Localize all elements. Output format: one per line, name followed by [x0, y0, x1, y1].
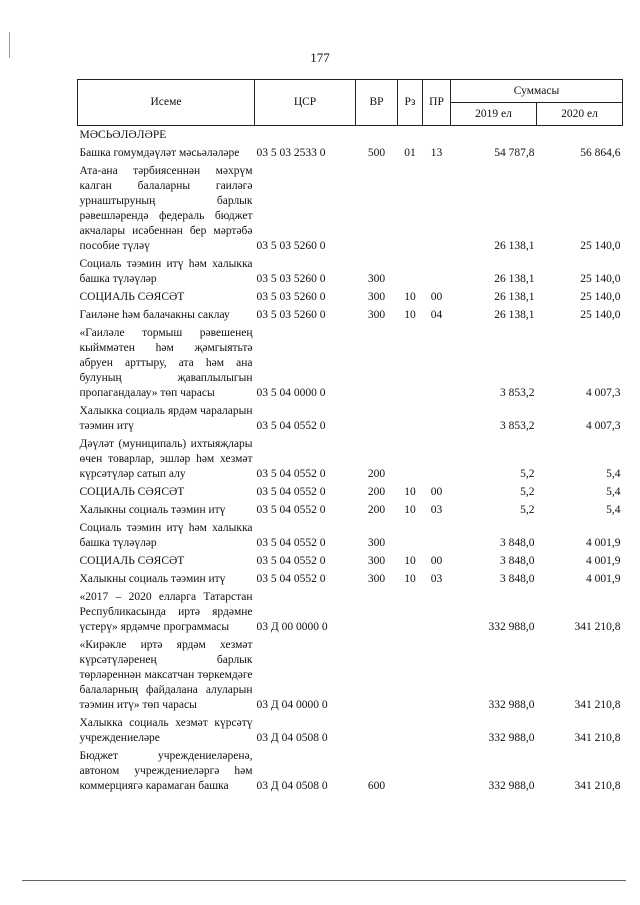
row-pr	[423, 402, 451, 435]
row-sum-2020: 5,4	[606, 504, 621, 516]
row-csr: 03 5 03 5260 0	[256, 291, 326, 303]
row-name: СОЦИАЛЬ СӘЯСӘТ	[79, 555, 185, 567]
row-sum-2019: 3 853,2	[500, 420, 535, 432]
row-sum-2019: 3 848,0	[500, 573, 535, 585]
row-vr: 200	[367, 504, 386, 516]
row-sum-2019: 332 988,0	[488, 621, 535, 633]
header-name: Исеме	[78, 80, 255, 126]
row-sum-2020: 5,4	[606, 468, 621, 480]
row-name: Халыкка социаль хезмәт күрсәтү учреждениеләре	[79, 717, 253, 744]
row-name: Халыкка социаль ярдәм чараларын тәэмин итү	[79, 405, 253, 432]
row-csr: 03 5 03 5260 0	[256, 273, 326, 285]
row-sum-2020: 56 864,6	[580, 147, 621, 159]
header-rz: Рз	[398, 80, 423, 126]
row-sum-2020: 25 140,0	[580, 240, 621, 252]
row-pr	[423, 714, 451, 747]
row-vr	[356, 162, 398, 255]
row-csr: 03 5 04 0552 0	[256, 468, 326, 480]
row-sum-2019: 54 787,8	[494, 147, 535, 159]
row-vr: 300	[367, 309, 386, 321]
row-pr	[423, 519, 451, 552]
table-row	[78, 588, 623, 636]
row-csr: 03 5 03 2533 0	[256, 147, 326, 159]
table-row	[78, 501, 623, 519]
row-vr: 500	[367, 147, 386, 159]
page-number: 177	[310, 50, 330, 65]
row-name: «2017 – 2020 елларга Татарстан Республикасында иртә ярдәмне үстерү» ярдәмче программасы	[79, 591, 253, 633]
row-pr	[423, 255, 451, 288]
row-csr: 03 5 04 0552 0	[256, 573, 326, 585]
row-csr: 03 5 04 0552 0	[256, 555, 326, 567]
row-csr: 03 5 04 0552 0	[256, 537, 326, 549]
row-pr: 00	[430, 555, 443, 567]
row-csr: 03 Д 04 0000 0	[256, 699, 328, 711]
row-sum-2019: 3 848,0	[500, 555, 535, 567]
row-csr: 03 5 04 0552 0	[256, 504, 326, 516]
row-vr	[356, 588, 398, 636]
row-pr	[423, 126, 451, 145]
row-name: Халыкны социаль тәэмин итү	[79, 573, 226, 585]
row-sum-2020: 4 007,3	[586, 387, 621, 399]
row-sum-2019: 5,2	[520, 486, 535, 498]
row-rz	[398, 162, 423, 255]
row-pr	[423, 747, 451, 795]
row-csr: 03 5 04 0552 0	[256, 486, 326, 498]
row-rz: 10	[404, 504, 416, 516]
row-sum-2019: 26 138,1	[494, 273, 535, 285]
row-pr: 13	[430, 147, 443, 159]
row-sum-2019: 5,2	[520, 468, 535, 480]
row-sum-2019: 332 988,0	[488, 699, 535, 711]
row-csr: 03 Д 04 0508 0	[256, 780, 328, 792]
row-vr: 300	[367, 537, 386, 549]
row-sum-2020: 4 001,9	[586, 537, 621, 549]
row-sum-2019: 26 138,1	[494, 291, 535, 303]
row-pr	[423, 324, 451, 402]
row-name: «Кирәкле иртә ярдәм хезмәт күрсәтүләренең барлык төрләреннән максатчан төркемдәге балаларның файдалана алуларын тәэмин итү» төп чарасы	[79, 639, 253, 711]
row-sum-2019: 3 853,2	[500, 387, 535, 399]
row-name: «Гаиләле тормыш рәвешенең кыйммәтен һәм җәмгыятьтә абруен арттыру, ата һәм ана булуның җаваплылыгын пропагандалау» төп чарасы	[79, 327, 253, 399]
table-row	[78, 636, 623, 714]
row-vr: 300	[367, 273, 386, 285]
table-row	[78, 162, 623, 255]
table-row	[78, 288, 623, 306]
budget-table	[77, 79, 623, 795]
row-rz	[398, 519, 423, 552]
row-csr: 03 5 04 0000 0	[256, 387, 326, 399]
row-sum-2019: 332 988,0	[488, 732, 535, 744]
table-row	[78, 255, 623, 288]
row-rz	[398, 714, 423, 747]
table-row	[78, 435, 623, 483]
row-name: СОЦИАЛЬ СӘЯСӘТ	[79, 291, 185, 303]
row-rz	[398, 255, 423, 288]
row-name: Гаиләне һәм балачакны саклау	[79, 309, 230, 321]
row-sum-2019: 26 138,1	[494, 240, 535, 252]
header-2020: 2020 ел	[537, 103, 623, 126]
row-name: СОЦИАЛЬ СӘЯСӘТ	[79, 486, 185, 498]
table-row	[78, 519, 623, 552]
row-csr: 03 5 03 5260 0	[256, 309, 326, 321]
row-sum-2020: 4 001,9	[586, 573, 621, 585]
row-pr: 00	[430, 486, 443, 498]
row-rz: 10	[404, 486, 416, 498]
table-row	[78, 144, 623, 162]
row-vr	[356, 636, 398, 714]
row-csr: 03 5 04 0552 0	[256, 420, 326, 432]
row-sum-2019: 3 848,0	[500, 537, 535, 549]
table-row	[78, 126, 623, 145]
table-row	[78, 483, 623, 501]
row-csr: 03 Д 04 0508 0	[256, 732, 328, 744]
table-row	[78, 402, 623, 435]
row-vr	[356, 324, 398, 402]
row-vr: 200	[367, 468, 386, 480]
row-vr: 300	[367, 291, 386, 303]
header-vr: ВР	[356, 80, 398, 126]
row-sum-2020: 4 001,9	[586, 555, 621, 567]
row-vr	[356, 402, 398, 435]
row-sum-2020: 25 140,0	[580, 291, 621, 303]
row-rz	[398, 747, 423, 795]
row-sum-2020: 5,4	[606, 486, 621, 498]
row-rz: 10	[404, 309, 416, 321]
row-rz	[398, 324, 423, 402]
row-rz	[398, 435, 423, 483]
row-pr	[423, 588, 451, 636]
row-vr: 300	[367, 573, 386, 585]
row-rz: 10	[404, 291, 416, 303]
header-2019: 2019 ел	[451, 103, 537, 126]
row-name: Социаль тәэмин итү һәм халыкка башка түләүләр	[79, 258, 253, 285]
row-vr: 200	[367, 486, 386, 498]
row-csr: 03 5 03 5260 0	[256, 240, 326, 252]
row-name: Бюджет учреждениеләренә, автоном учреждениеләргә һәм коммерциягә карамаган башка	[79, 750, 253, 792]
table-row	[78, 747, 623, 795]
row-vr: 300	[367, 555, 386, 567]
row-sum-2019: 332 988,0	[488, 780, 535, 792]
row-vr	[356, 714, 398, 747]
row-name: Ата-ана тәрбиясеннән мәхрүм калган балаларны гаиләгә урнаштыруның барлык рәвешләрендә федераль бюджет акчалары исәбеннән бер мәртәбә пособие түләү	[79, 165, 253, 252]
row-csr: 03 Д 00 0000 0	[256, 621, 328, 633]
row-pr	[423, 435, 451, 483]
row-sum-2020: 4 007,3	[586, 420, 621, 432]
row-sum-2019: 26 138,1	[494, 309, 535, 321]
row-sum-2020: 25 140,0	[580, 273, 621, 285]
row-pr	[423, 162, 451, 255]
table-row	[78, 570, 623, 588]
header-pr: ПР	[423, 80, 451, 126]
row-rz	[398, 126, 423, 145]
header-csr: ЦСР	[255, 80, 356, 126]
row-vr	[356, 126, 398, 145]
row-name: Дәүләт (муниципаль) ихтыяҗлары өчен товарлар, эшләр һәм хезмәт күрсәтүләр сатып алу	[79, 438, 253, 480]
row-sum-2019	[451, 126, 537, 145]
row-name: Халыкны социаль тәэмин итү	[79, 504, 226, 516]
row-vr: 600	[367, 780, 386, 792]
row-sum-2020	[537, 126, 623, 145]
row-sum-2020: 341 210,8	[574, 621, 621, 633]
row-sum-2020: 25 140,0	[580, 309, 621, 321]
row-pr	[423, 636, 451, 714]
header-sums: Суммасы	[451, 80, 623, 103]
bottom-rule	[22, 880, 626, 881]
table-row	[78, 714, 623, 747]
row-csr	[255, 126, 356, 145]
row-sum-2020: 341 210,8	[574, 699, 621, 711]
table-row	[78, 324, 623, 402]
row-pr: 04	[430, 309, 443, 321]
row-name: Башка гомумдәүләт мәсьәләләре	[79, 147, 240, 159]
table-row	[78, 552, 623, 570]
row-name: МӘСЬӘЛӘЛӘРЕ	[79, 129, 167, 141]
row-rz: 01	[404, 147, 416, 159]
table-row	[78, 306, 623, 324]
row-pr: 03	[430, 573, 443, 585]
row-rz	[398, 402, 423, 435]
row-rz: 10	[404, 573, 416, 585]
row-sum-2019: 5,2	[520, 504, 535, 516]
row-pr: 00	[430, 291, 443, 303]
row-name: Социаль тәэмин итү һәм халыкка башка түләүләр	[79, 522, 253, 549]
row-rz	[398, 588, 423, 636]
row-rz: 10	[404, 555, 416, 567]
row-sum-2020: 341 210,8	[574, 780, 621, 792]
row-rz	[398, 636, 423, 714]
row-sum-2020: 341 210,8	[574, 732, 621, 744]
row-pr: 03	[430, 504, 443, 516]
